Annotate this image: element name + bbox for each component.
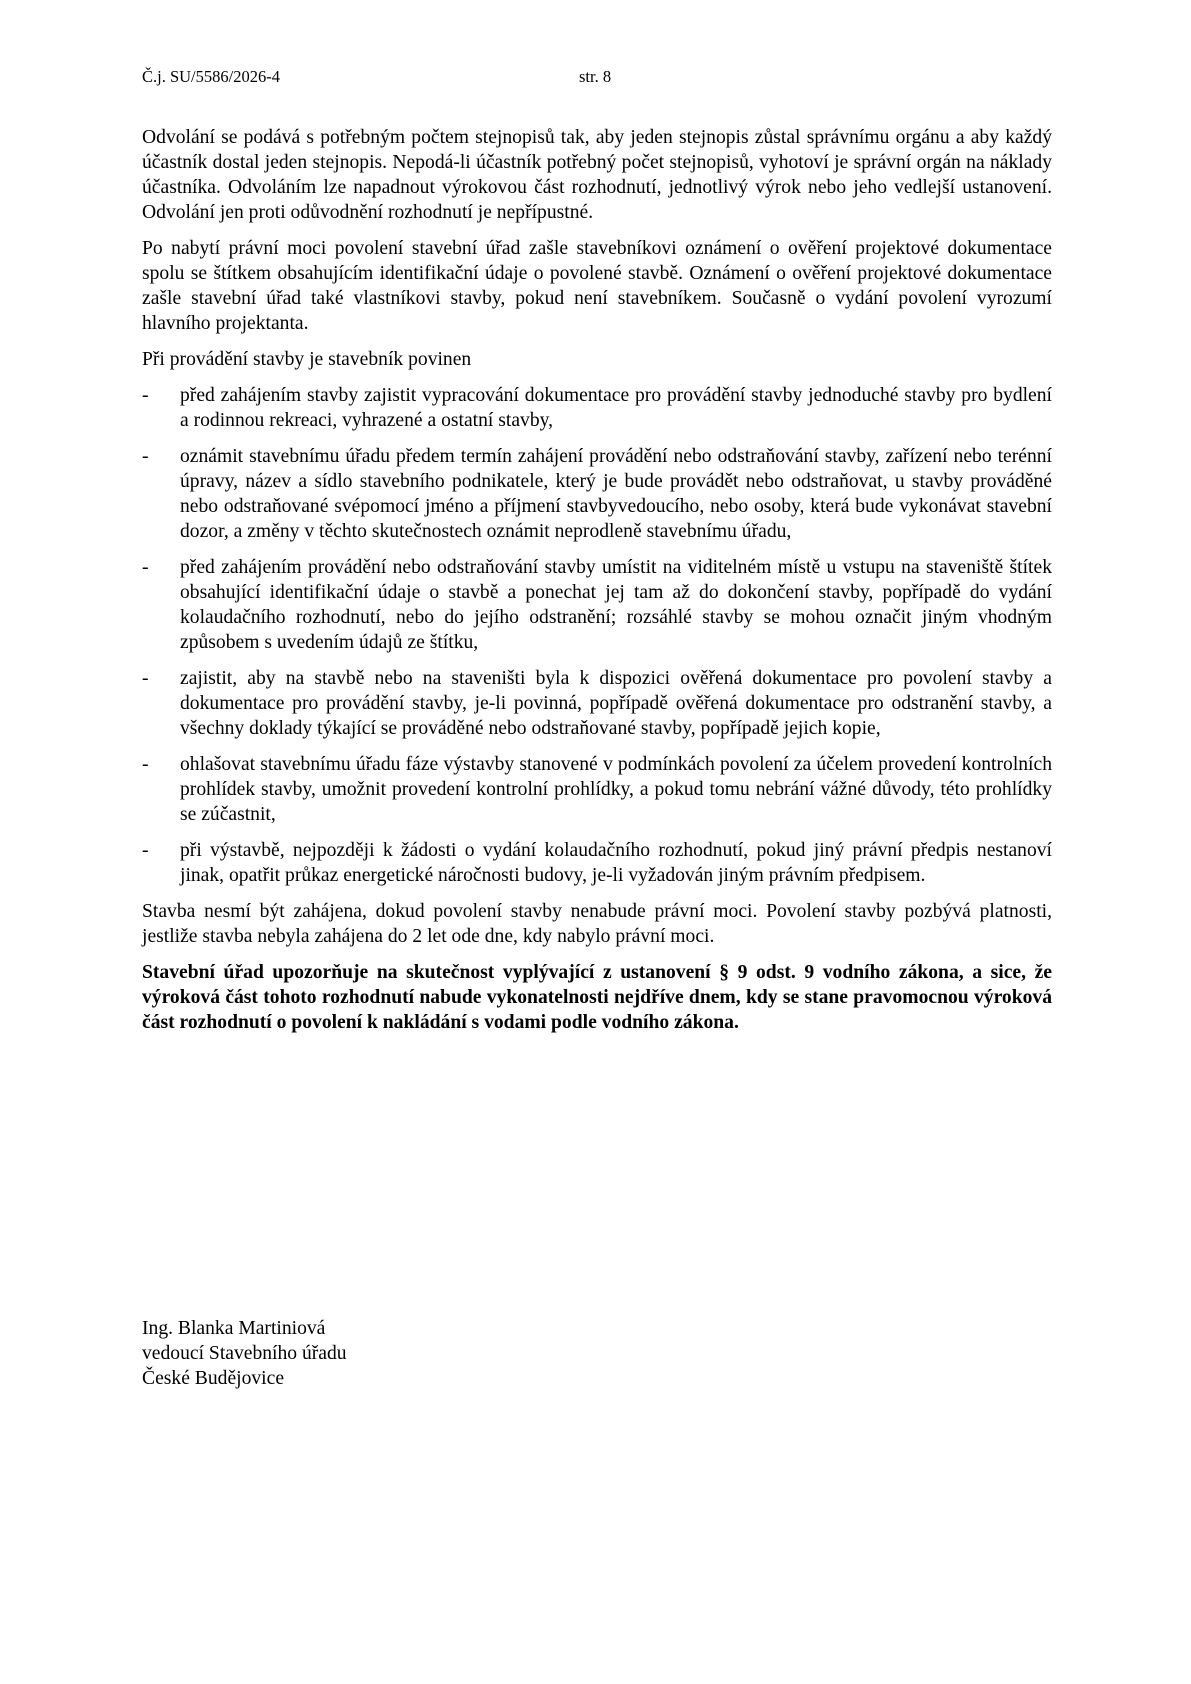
list-item-text: před zahájením provádění nebo odstraňování stavby umístit na viditelném místě u vstupu na staveniště štítek obsahující identifikační údaje o stavbě a ponechat jej tam až do dokončení stavby, popřípadě do vydání kolaudačního rozhodnutí, nebo do jejího odstranění; rozsáhlé stavby se mohou označit jiným vhodným způsobem s uvedením údajů ze štítku, [180, 557, 1052, 653]
list-item [142, 555, 1052, 655]
dash-bullet: - [142, 840, 149, 861]
document-body [142, 125, 1052, 1035]
signatory-position: vedoucí Stavebního úřadu [142, 1343, 347, 1364]
dash-bullet: - [142, 385, 149, 406]
list-item-text: při výstavbě, nejpozději k žádosti o vydání kolaudačního rozhodnutí, pokud jiný právní předpis nestanoví jinak, opatřit průkaz energetické náročnosti budovy, je-li vyžadován jiným právním předpisem. [180, 840, 1052, 886]
list-item [142, 752, 1052, 827]
signature-block [142, 1316, 347, 1391]
obligations-intro: Při provádění stavby je stavebník povinen [142, 349, 472, 370]
list-item-text: před zahájením stavby zajistit vypracování dokumentace pro provádění stavby jednoduché stavby pro bydlení a rodinnou rekreaci, vyhrazené a ostatní stavby, [180, 385, 1052, 431]
water-law-notice: Stavební úřad upozorňuje na skutečnost vyplývající z ustanovení § 9 odst. 9 vodního zákona, a sice, že výroková část tohoto rozhodnutí nabude vykonatelnosti nejdříve dnem, kdy se stane pravomocnou výroková část rozhodnutí o povolení k nakládání s vodami podle vodního zákona. [142, 962, 1052, 1033]
dash-bullet: - [142, 668, 149, 689]
appeal-paragraph: Odvolání se podává s potřebným počtem stejnopisů tak, aby jeden stejnopis zůstal správnímu orgánu a aby každý účastník dostal jeden stejnopis. Nepodá-li účastník potřebný počet stejnopisů, vyhotoví je správní orgán na náklady účastníka. Odvoláním lze napadnout výrokovou část rozhodnutí, jednotlivý výrok nebo jeho vedlejší ustanovení. Odvolání jen proti odůvodnění rozhodnutí je nepřípustné. [142, 127, 1052, 223]
page-header [142, 66, 1052, 90]
list-item-text: oznámit stavebnímu úřadu předem termín zahájení provádění nebo odstraňování stavby, zařízení nebo terénní úpravy, název a sídlo stavebního podnikatele, který je bude provádět nebo odstraňovat, u stavby prováděné nebo odstraňované svépomocí jméno a příjmení stavbyvedoucího, nebo osoby, která bude vykonávat stavební dozor, a změny v těchto skutečnostech oznámit neprodleně stavebnímu úřadu, [180, 446, 1052, 542]
start-deadline-paragraph: Stavba nesmí být zahájena, dokud povolení stavby nenabude právní moci. Povolení stavby pozbývá platnosti, jestliže stavba nebyla zahájena do 2 let ode dne, kdy nabylo právní moci. [142, 901, 1052, 947]
page-number: str. 8 [579, 67, 612, 86]
list-item [142, 444, 1052, 544]
list-item [142, 666, 1052, 741]
obligations-list [142, 383, 1052, 888]
list-item [142, 838, 1052, 888]
after-validity-paragraph: Po nabytí právní moci povolení stavební úřad zašle stavebníkovi oznámení o ověření projektové dokumentace spolu se štítkem obsahujícím identifikační údaje o povolené stavbě. Oznámení o ověření projektové dokumentace zašle stavební úřad také vlastníkovi stavby, pokud není stavebníkem. Současně o vydání povolení vyrozumí hlavního projektanta. [142, 238, 1052, 334]
reference-number: Č.j. SU/5586/2026-4 [142, 67, 280, 86]
dash-bullet: - [142, 754, 149, 775]
list-item [142, 383, 1052, 433]
list-item-text: ohlašovat stavebnímu úřadu fáze výstavby stanovené v podmínkách povolení za účelem provedení kontrolních prohlídek stavby, umožnit provedení kontrolní prohlídky, a pokud tomu nebrání vážné důvody, této prohlídky se zúčastnit, [180, 754, 1052, 825]
list-item-text: zajistit, aby na stavbě nebo na staveništi byla k dispozici ověřená dokumentace pro povolení stavby a dokumentace pro provádění stavby, je-li povinná, popřípadě ověřená dokumentace pro odstranění stavby, a všechny doklady týkající se prováděné nebo odstraňované stavby, popřípadě jejich kopie, [180, 668, 1052, 739]
dash-bullet: - [142, 446, 149, 467]
signatory-city: České Budějovice [142, 1368, 285, 1389]
dash-bullet: - [142, 557, 149, 578]
signatory-name: Ing. Blanka Martiniová [142, 1318, 326, 1339]
